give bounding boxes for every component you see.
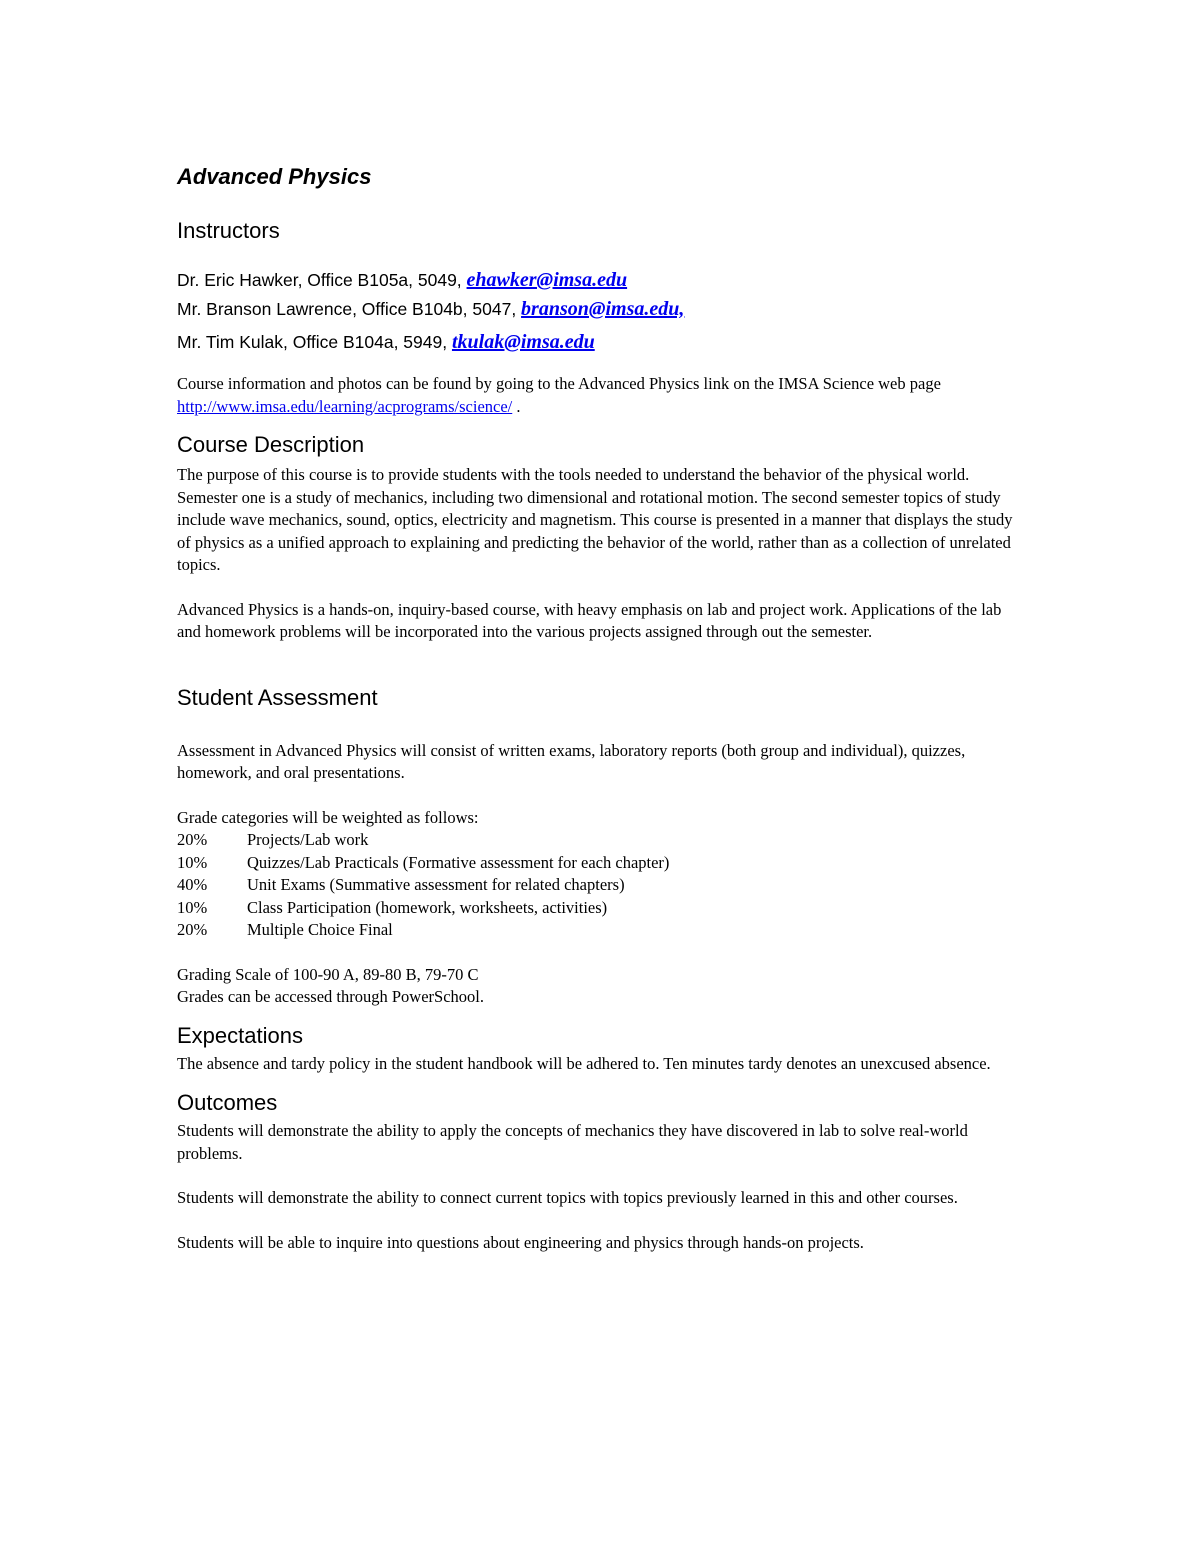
course-info-end: .: [512, 396, 521, 416]
grade-weight-label: Projects/Lab work: [247, 830, 369, 849]
grade-weight-percent: 10%: [177, 852, 208, 872]
document-title: Advanced Physics: [177, 164, 372, 189]
grade-weight-row: [177, 874, 1027, 897]
grade-weight-percent: 20%: [177, 830, 208, 849]
course-info-paragraph: [177, 373, 1027, 418]
weights-intro: Grade categories will be weighted as follows:: [177, 807, 479, 827]
instructors-heading: Instructors: [177, 218, 280, 243]
grade-weight-label: Class Participation (homework, worksheets, activities): [247, 897, 608, 917]
grade-weight-label: Unit Exams (Summative assessment for related chapters): [247, 875, 625, 894]
grade-weight-row: [177, 852, 1027, 875]
instructor-info: Mr. Branson Lawrence, Office B104b, 5047,: [177, 299, 522, 319]
science-page-link[interactable]: http://www.imsa.edu/learning/acprograms/science/: [177, 396, 513, 416]
instructor-list: [177, 266, 1027, 360]
course-info-text: Course information and photos can be found by going to the Advanced Physics link on the IMSA Science web page: [177, 374, 941, 393]
instructor-line: [177, 324, 1027, 360]
expectations-heading: Expectations: [177, 1022, 303, 1048]
grade-weights-list: [177, 829, 1027, 942]
grade-weight-label: Quizzes/Lab Practicals (Formative assessment for each chapter): [247, 852, 670, 872]
outcome-item: Students will demonstrate the ability to connect current topics with topics previously learned in this and other courses.: [177, 1188, 958, 1207]
assessment-paragraph: Assessment in Advanced Physics will consist of written exams, laboratory reports (both group and individual), quizzes, homework, and oral presentations.: [177, 740, 966, 782]
course-description-paragraph: The purpose of this course is to provide students with the tools needed to understand the behavior of the physical world. Semester one is a study of mechanics, including two dimensional and rotational motion. The second semester topics of study include wave mechanics, sound, optics, electricity and magnetism. This course is presented in a manner that displays the study of physics as a unified approach to explaining and predicting the behavior of the world, rather than as a collection of unrelated topics.: [177, 465, 1013, 574]
instructor-email-link[interactable]: ehawker@imsa.edu: [466, 269, 628, 291]
grade-weight-percent: 10%: [177, 897, 208, 917]
grade-weight-row: [177, 919, 1027, 942]
outcome-item: Students will demonstrate the ability to apply the concepts of mechanics they have discovered in lab to solve real-world problems.: [177, 1121, 968, 1163]
course-description-paragraph: Advanced Physics is a hands-on, inquiry-based course, with heavy emphasis on lab and project work. Applications of the lab and homework problems will be incorporated into the various projects assigned through out the semester.: [177, 599, 1002, 641]
expectations-paragraph: The absence and tardy policy in the student handbook will be adhered to. Ten minutes tardy denotes an unexcused absence.: [177, 1053, 991, 1073]
course-description-heading: Course Description: [177, 432, 365, 457]
grade-weight-percent: 40%: [177, 875, 208, 894]
grading-scale: Grading Scale of 100-90 A, 89-80 B, 79-70 C: [177, 964, 479, 984]
instructor-email-link[interactable]: branson@imsa.edu,: [521, 298, 685, 320]
grade-weight-percent: 20%: [177, 920, 208, 939]
grade-weight-row: [177, 897, 1027, 920]
instructor-email-link[interactable]: tkulak@imsa.edu: [451, 331, 595, 353]
grades-access: Grades can be accessed through PowerSchool.: [177, 987, 484, 1006]
student-assessment-heading: Student Assessment: [177, 684, 378, 710]
outcome-item: Students will be able to inquire into questions about engineering and physics through hands-on projects.: [177, 1232, 864, 1252]
grade-weight-label: Multiple Choice Final: [247, 920, 393, 939]
instructor-line: [177, 266, 1027, 295]
document-page: [177, 160, 1027, 1254]
instructor-info: Dr. Eric Hawker, Office B105a, 5049,: [177, 270, 467, 290]
instructor-info: Mr. Tim Kulak, Office B104a, 5949,: [177, 332, 452, 352]
instructor-line: [177, 295, 1027, 324]
outcomes-heading: Outcomes: [177, 1090, 278, 1115]
grade-weight-row: [177, 829, 1027, 852]
